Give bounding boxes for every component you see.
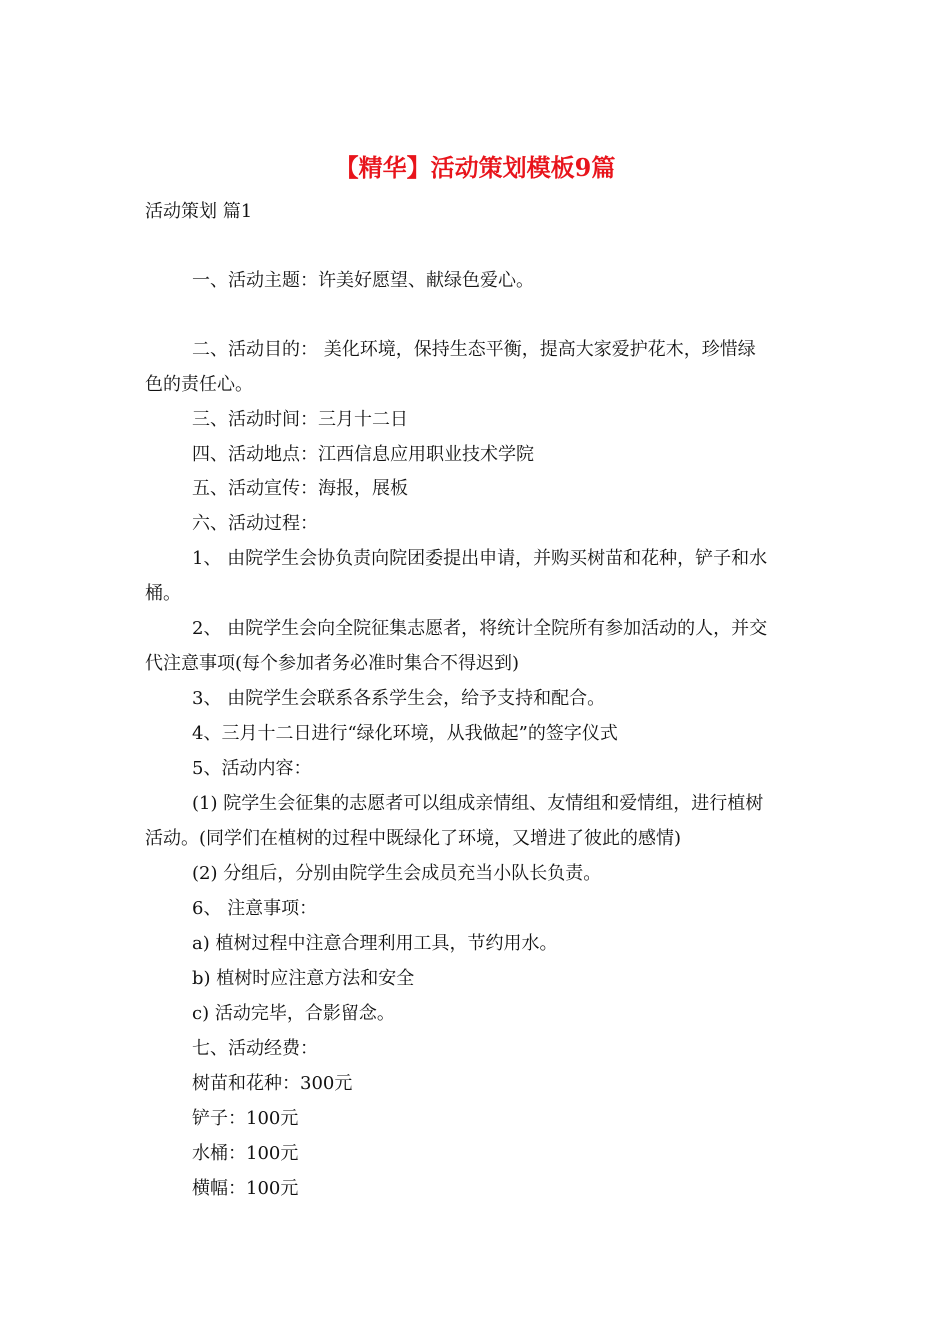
paragraph-purpose-cont: 色的责任心。 xyxy=(145,374,253,395)
section-heading: 活动策划 篇1 xyxy=(145,201,253,222)
paragraph-time: 三、活动时间：三月十二日 xyxy=(192,409,408,430)
list-item-5: 5、活动内容： xyxy=(192,758,312,779)
list-item-1: 1、 由院学生会协负责向院团委提出申请，并购买树苗和花种，铲子和水 xyxy=(192,548,768,569)
note-a: a) 植树过程中注意合理利用工具，节约用水。 xyxy=(192,933,558,954)
paragraph-theme: 一、活动主题：许美好愿望、献绿色爱心。 xyxy=(192,270,534,291)
document-title: 【精华】活动策划模板9篇 xyxy=(334,153,616,182)
paragraph-promotion: 五、活动宣传：海报，展板 xyxy=(192,478,408,499)
paragraph-purpose: 二、活动目的： 美化环境，保持生态平衡，提高大家爱护花木，珍惜绿 xyxy=(192,339,756,360)
list-item-2-cont: 代注意事项(每个参加者务必准时集合不得迟到) xyxy=(145,653,520,674)
budget-banner: 横幅：100元 xyxy=(192,1178,299,1199)
sub-item-1-cont: 活动。(同学们在植树的过程中既绿化了环境，又增进了彼此的感情) xyxy=(145,828,682,849)
list-item-3: 3、 由院学生会联系各系学生会，给予支持和配合。 xyxy=(192,688,606,709)
sub-item-1: (1) 院学生会征集的志愿者可以组成亲情组、友情组和爱情组，进行植树 xyxy=(192,793,764,814)
paragraph-location: 四、活动地点：江西信息应用职业技术学院 xyxy=(192,444,534,465)
budget-buckets: 水桶：100元 xyxy=(192,1143,299,1164)
budget-seedlings: 树苗和花种：300元 xyxy=(192,1073,353,1094)
note-c: c) 活动完毕，合影留念。 xyxy=(192,1003,395,1024)
note-b: b) 植树时应注意方法和安全 xyxy=(192,968,415,989)
paragraph-budget: 七、活动经费： xyxy=(192,1038,318,1059)
list-item-4: 4、三月十二日进行“绿化环境，从我做起”的签字仪式 xyxy=(192,723,618,744)
list-item-6: 6、 注意事项： xyxy=(192,898,318,919)
sub-item-2: (2) 分组后，分别由院学生会成员充当小队长负责。 xyxy=(192,863,602,884)
list-item-2: 2、 由院学生会向全院征集志愿者，将统计全院所有参加活动的人，并交 xyxy=(192,618,768,639)
budget-shovels: 铲子：100元 xyxy=(192,1108,299,1129)
list-item-1-cont: 桶。 xyxy=(145,583,181,604)
paragraph-process: 六、活动过程： xyxy=(192,513,318,534)
